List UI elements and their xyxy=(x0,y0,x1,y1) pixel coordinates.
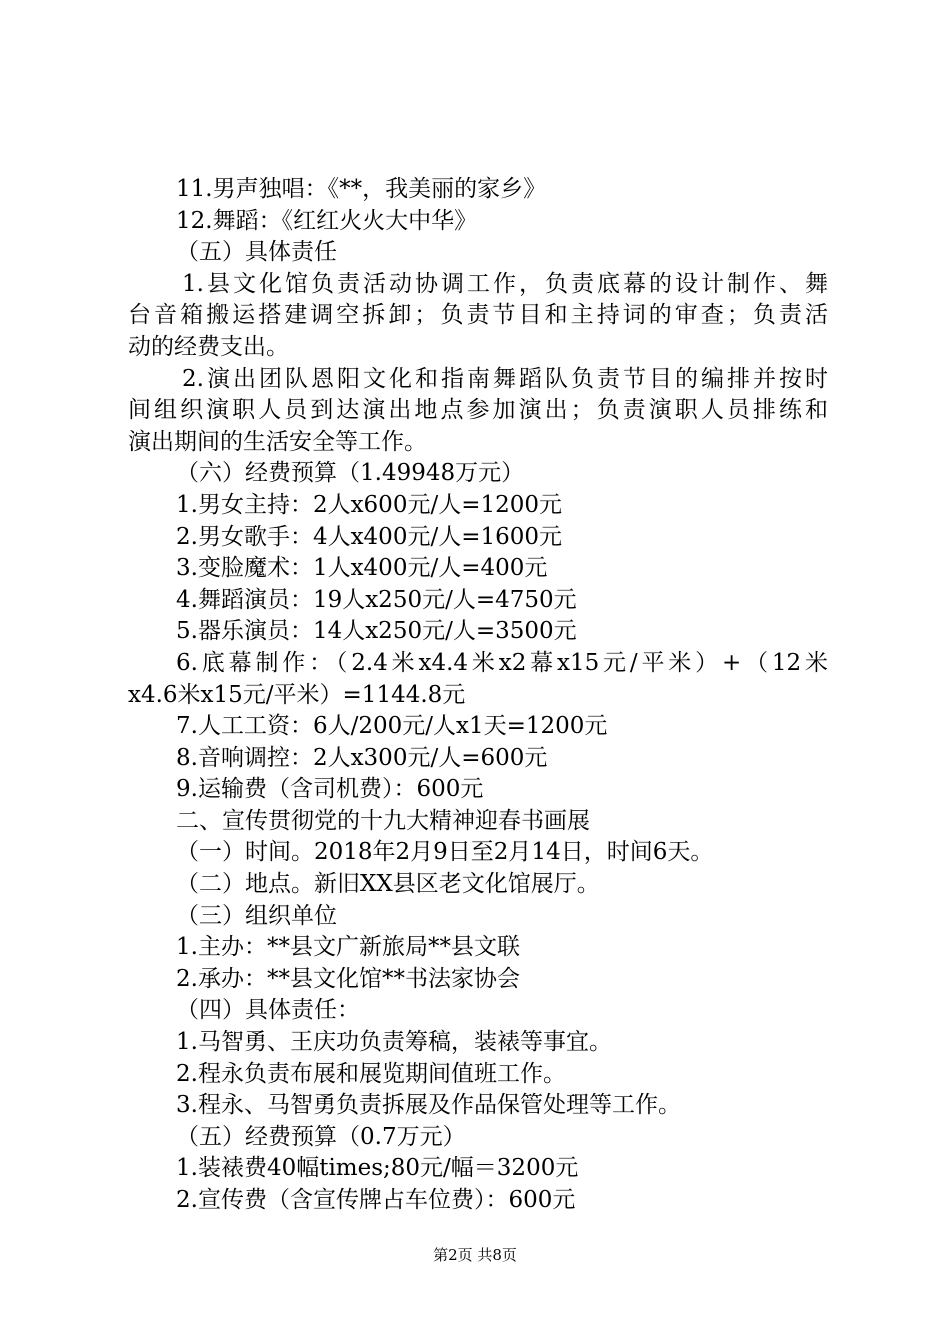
text-line: 3.变脸魔术：1人x400元/人=400元 xyxy=(176,555,548,582)
text-line: （一）时间。2018年2月9日至2月14日，时间6天。 xyxy=(176,839,714,866)
text-line: （二）地点。新旧XX县区老文化馆展厅。 xyxy=(176,871,600,898)
text-line: 5.器乐演员：14人x250元/人=3500元 xyxy=(176,618,577,645)
text-line: 演出期间的生活安全等工作。 xyxy=(128,428,427,455)
text-line: 11.男声独唱：《**，我美丽的家乡》 xyxy=(176,176,547,202)
text-line: 台音箱搬运搭建调空拆卸；负责节目和主持词的审查；负责活 xyxy=(128,302,828,329)
text-line: 1.装裱费40幅times;80元/幅＝3200元 xyxy=(176,1155,579,1182)
text-line: 间组织演职人员到达演出地点参加演出；负责演职人员排练和 xyxy=(128,397,828,424)
page-footer: 第2页 共8页 xyxy=(433,1246,517,1264)
text-line: 2.宣传费（含宣传牌占车位费）：600元 xyxy=(176,1187,576,1213)
text-line: 2.男女歌手：4人x400元/人=1600元 xyxy=(176,523,563,550)
text-line: 9.运输费（含司机费）：600元 xyxy=(176,776,484,803)
text-line: 二、宣传贯彻党的十九大精神迎春书画展 xyxy=(176,807,590,834)
text-line: （五）具体责任 xyxy=(176,239,337,266)
text-line: 2.程永负责布展和展览期间值班工作。 xyxy=(176,1060,566,1087)
text-line: 1.主办：**县文广新旅局**县文联 xyxy=(176,934,520,961)
text-line: （六）经费预算（1.49948万元） xyxy=(176,460,525,487)
text-line: 1.马智勇、王庆功负责筹稿，装裱等事宜。 xyxy=(176,1029,612,1056)
text-line: 8.音响调控：2人x300元/人=600元 xyxy=(176,744,548,771)
text-line: 动的经费支出。 xyxy=(128,333,289,360)
text-line: （三）组织单位 xyxy=(176,902,337,929)
document-body xyxy=(128,174,828,1217)
text-line: 1.男女主持：2人x600元/人=1200元 xyxy=(176,491,563,518)
text-line: 12.舞蹈：《红红火火大中华》 xyxy=(176,207,478,234)
text-line: 6.底幕制作：（2.4米x4.4米x2幕x15元/平米）+（12米 xyxy=(176,649,828,676)
text-line: 7.人工工资：6人/200元/人x1天=1200元 xyxy=(176,713,608,740)
text-line: 4.舞蹈演员：19人x250元/人=4750元 xyxy=(176,586,577,613)
text-line: x4.6米x15元/平米）=1144.8元 xyxy=(128,681,466,708)
text-line: 1.县文化馆负责活动协调工作，负责底幕的设计制作、舞 xyxy=(182,270,828,297)
text-line: 2.演出团队恩阳文化和指南舞蹈队负责节目的编排并按时 xyxy=(182,365,828,392)
text-line: （五）经费预算（0.7万元） xyxy=(176,1123,466,1150)
text-line: （四）具体责任： xyxy=(176,997,360,1024)
text-line: 3.程永、马智勇负责拆展及作品保管处理等工作。 xyxy=(176,1092,681,1119)
text-line: 2.承办：**县文化馆**书法家协会 xyxy=(176,965,520,992)
